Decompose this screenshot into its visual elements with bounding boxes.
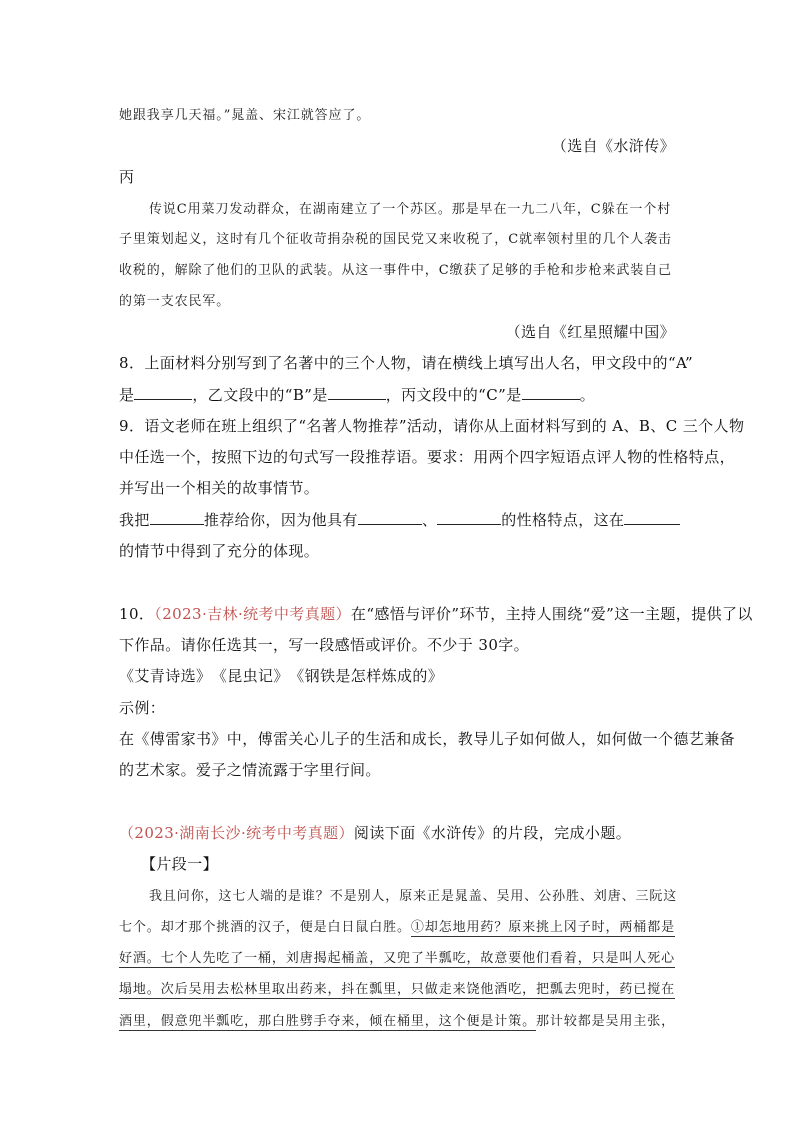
q9-text-b: 推荐给你，因为他具有 <box>203 511 358 529</box>
example-text: 的艺术家。爱子之情流露于字里行间。 <box>119 761 381 779</box>
text-segment: 七个。却才那个挑酒的汉子，便是白日鼠白胜。 <box>119 920 411 935</box>
reading-intro-text: 阅读下面《水浒传》的片段，完成小题。 <box>353 824 632 842</box>
underlined-text: ①却怎地用药？原来挑上冈子时，两桶都是 <box>410 920 676 935</box>
q10-number: 10． <box>119 605 155 623</box>
text-line: 传说C用菜刀发动群众，在湖南建立了一个苏区。那是早在一九二八年，C躲在一个村 <box>149 202 672 217</box>
source-citation: （选自《红星照耀中国》 <box>505 323 675 341</box>
q10-text: 在“感悟与评价”环节，主持人围绕“爱”这一主题，提供了以 <box>350 605 753 623</box>
text-segment: 那计较都是吴用主张， <box>536 1014 676 1029</box>
question-source-tag: （2023·吉林·统考中考真题） <box>154 605 351 623</box>
answer-blank[interactable] <box>437 511 501 525</box>
question-9-line-1: 9．语文老师在班上组织了“名著人物推荐”活动，请你从上面材料写到的 A、B、C 三个人物 <box>119 417 745 435</box>
text-line: 她跟我享几天福。”晁盖、宋江就答应了。 <box>119 108 371 123</box>
underlined-text: 塌地。次后吴用去松林里取出药来，抖在瓢里，只做走来饶他酒吃，把瓢去兜时，药已搅在 <box>119 978 675 999</box>
answer-blank[interactable] <box>328 386 386 400</box>
question-9-answer-line <box>119 509 675 530</box>
reading-intro-line <box>119 822 675 843</box>
source-citation: （选自《水浒传》 <box>551 137 675 155</box>
question-9-line-3: 并写出一个相关的故事情节。 <box>119 479 320 497</box>
answer-blank[interactable] <box>150 511 204 525</box>
answer-blank[interactable] <box>358 511 422 525</box>
answer-blank[interactable] <box>624 511 680 525</box>
underlined-text: 好酒。七个人先吃了一桶，刘唐揭起桶盖，又兜了半瓢吃，故意要他们看着，只是叫人死心 <box>119 947 675 968</box>
example-text: 在《傅雷家书》中，傅雷关心儿子的生活和成长，教导儿子如何做人，如何做一个德艺兼备 <box>119 730 736 748</box>
question-8-line-2 <box>119 384 675 405</box>
question-10-line-1 <box>119 603 753 624</box>
q8-text-c: ，丙文段中的“C”是 <box>385 386 522 404</box>
book-list: 《艾青诗选》 《昆虫记》 《钢铁是怎样炼成的》 <box>119 667 444 685</box>
answer-blank[interactable] <box>522 386 580 400</box>
q9-text-a: 我把 <box>119 511 150 529</box>
question-source-tag: （2023·湖南长沙·统考中考真题） <box>119 824 354 842</box>
q8-text-b: ，乙文段中的“B”是 <box>192 386 328 404</box>
text-line <box>119 1010 675 1029</box>
section-label: 丙 <box>119 168 135 186</box>
question-9-answer-line-2: 的情节中得到了充分的体现。 <box>119 542 320 560</box>
text-line <box>119 916 675 935</box>
question-8-line-1: 8．上面材料分别写到了名著中的三个人物，请在横线上填写出人名，甲文段中的“A” <box>119 354 694 372</box>
text-line: 我且问你，这七人端的是谁？不是别人，原来正是晁盖、吴用、公孙胜、刘唐、三阮这 <box>149 889 678 904</box>
question-10-line-2: 下作品。请你任选其一，写一段感悟或评价。不少于 30字。 <box>119 636 530 654</box>
q9-text-c: 、 <box>421 511 438 529</box>
q9-text-d: 的性格特点，这在 <box>501 511 625 529</box>
question-9-line-2: 中任选一个，按照下边的句式写一段推荐语。要求：用两个四字短语点评人物的性格特点， <box>119 448 736 466</box>
excerpt-heading: 【片段一】 <box>141 855 219 873</box>
underlined-text: 酒里，假意兜半瓢吃，那白胜劈手夺来，倾在桶里，这个便是计策。 <box>119 1014 537 1029</box>
q8-text-a: 是 <box>119 386 135 404</box>
text-line: 子里策划起义，这时有几个征收苛捐杂税的国民党又来收税了，C就率领村里的几个人袭击 <box>119 232 672 247</box>
text-line: 收税的，解除了他们的卫队的武装。从这一事件中，C缴获了足够的手枪和步枪来武装自己 <box>119 263 672 278</box>
q8-text-d: 。 <box>579 386 596 404</box>
example-label: 示例： <box>119 699 166 717</box>
answer-blank[interactable] <box>134 386 192 400</box>
text-line: 的第一支农民军。 <box>119 294 231 309</box>
